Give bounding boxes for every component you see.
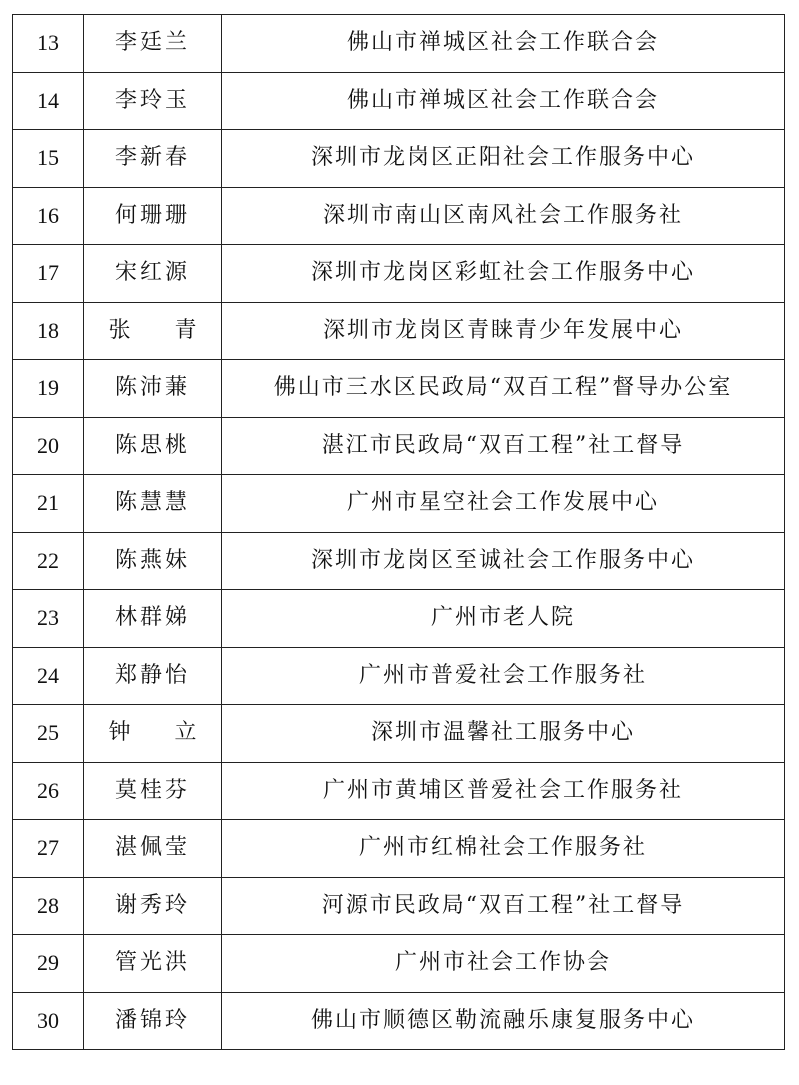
table-row (13, 245, 785, 303)
person-name: 林群娣 (84, 590, 222, 648)
person-name: 陈沛蒹 (84, 360, 222, 418)
roster-table (12, 14, 785, 1050)
person-name: 潘锦玲 (84, 992, 222, 1050)
table-row (13, 360, 785, 418)
person-name (84, 705, 222, 763)
organization: 佛山市禅城区社会工作联合会 (222, 15, 785, 73)
table-row (13, 15, 785, 73)
person-name: 莫桂芬 (84, 762, 222, 820)
row-number: 21 (13, 475, 84, 533)
row-number: 19 (13, 360, 84, 418)
table-row (13, 590, 785, 648)
organization: 深圳市南山区南风社会工作服务社 (222, 187, 785, 245)
organization: 佛山市顺德区勒流融乐康复服务中心 (222, 992, 785, 1050)
table-row (13, 532, 785, 590)
organization: 深圳市龙岗区青睐青少年发展中心 (222, 302, 785, 360)
person-name: 谢秀玲 (84, 877, 222, 935)
person-name: 陈燕妹 (84, 532, 222, 590)
person-name: 陈慧慧 (84, 475, 222, 533)
row-number: 24 (13, 647, 84, 705)
organization: 广州市红棉社会工作服务社 (222, 820, 785, 878)
table-row (13, 72, 785, 130)
row-number: 26 (13, 762, 84, 820)
table-row (13, 820, 785, 878)
organization: 佛山市三水区民政局“双百工程”督导办公室 (222, 360, 785, 418)
person-name: 湛佩莹 (84, 820, 222, 878)
table-row (13, 992, 785, 1050)
person-name: 李新春 (84, 130, 222, 188)
row-number: 23 (13, 590, 84, 648)
person-name: 宋红源 (84, 245, 222, 303)
table-row (13, 187, 785, 245)
organization: 广州市社会工作协会 (222, 935, 785, 993)
row-number: 18 (13, 302, 84, 360)
table-row (13, 130, 785, 188)
table-row (13, 302, 785, 360)
person-name: 李玲玉 (84, 72, 222, 130)
organization: 广州市普爱社会工作服务社 (222, 647, 785, 705)
row-number: 30 (13, 992, 84, 1050)
organization: 深圳市龙岗区至诚社会工作服务中心 (222, 532, 785, 590)
name-surname: 张 (108, 317, 131, 343)
table-row (13, 762, 785, 820)
row-number: 22 (13, 532, 84, 590)
person-name: 陈思桃 (84, 417, 222, 475)
table-row (13, 417, 785, 475)
organization: 广州市星空社会工作发展中心 (222, 475, 785, 533)
row-number: 15 (13, 130, 84, 188)
person-name (84, 302, 222, 360)
organization: 河源市民政局“双百工程”社工督导 (222, 877, 785, 935)
document-page (12, 14, 784, 1050)
row-number: 14 (13, 72, 84, 130)
row-number: 29 (13, 935, 84, 993)
table-row (13, 877, 785, 935)
table-row (13, 647, 785, 705)
row-number: 17 (13, 245, 84, 303)
row-number: 27 (13, 820, 84, 878)
person-name: 李廷兰 (84, 15, 222, 73)
person-name: 管光洪 (84, 935, 222, 993)
row-number: 13 (13, 15, 84, 73)
name-surname: 钟 (108, 720, 131, 746)
person-name: 郑静怡 (84, 647, 222, 705)
table-row (13, 705, 785, 763)
organization: 深圳市龙岗区彩虹社会工作服务中心 (222, 245, 785, 303)
row-number: 25 (13, 705, 84, 763)
table-row (13, 935, 785, 993)
table-row (13, 475, 785, 533)
person-name: 何珊珊 (84, 187, 222, 245)
organization: 湛江市民政局“双百工程”社工督导 (222, 417, 785, 475)
organization: 佛山市禅城区社会工作联合会 (222, 72, 785, 130)
organization: 广州市黄埔区普爱社会工作服务社 (222, 762, 785, 820)
name-given: 立 (174, 720, 197, 746)
row-number: 20 (13, 417, 84, 475)
organization: 广州市老人院 (222, 590, 785, 648)
organization: 深圳市温馨社工服务中心 (222, 705, 785, 763)
row-number: 28 (13, 877, 84, 935)
organization: 深圳市龙岗区正阳社会工作服务中心 (222, 130, 785, 188)
name-given: 青 (174, 317, 197, 343)
row-number: 16 (13, 187, 84, 245)
